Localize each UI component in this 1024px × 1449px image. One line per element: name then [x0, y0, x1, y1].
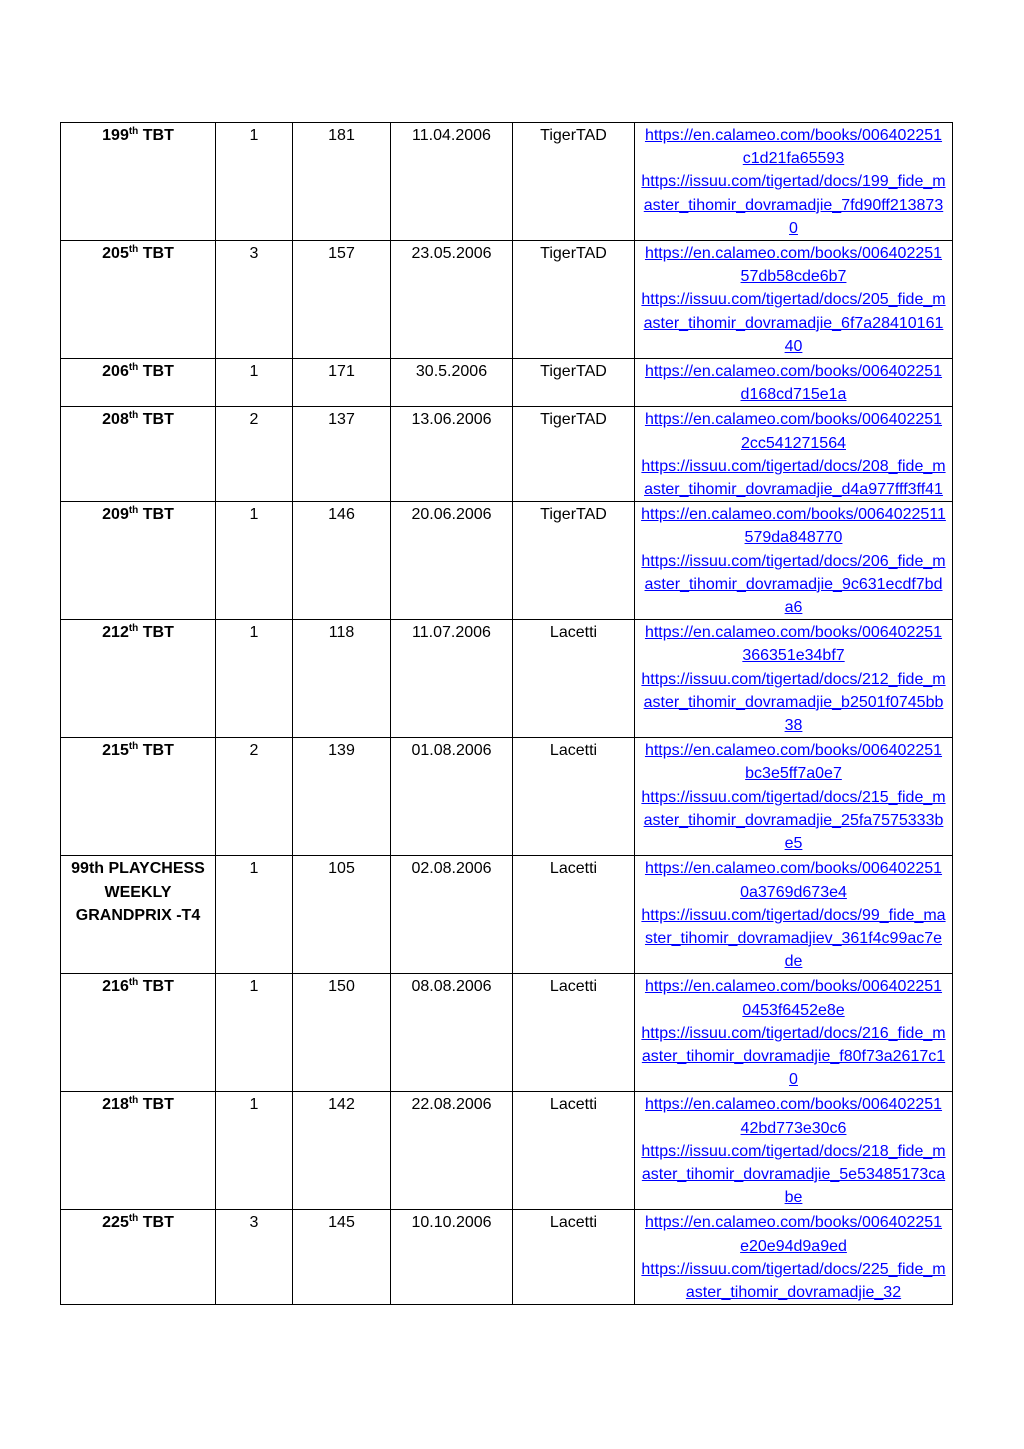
event-number: 99th PLAYCHESS WEEKLY GRANDPRIX -T4 [71, 860, 205, 924]
links-cell [635, 1092, 953, 1210]
ordinal-suffix: th [128, 977, 139, 989]
links-cell [635, 856, 953, 974]
table-row [61, 241, 953, 359]
table-row [61, 974, 953, 1092]
event-number: 212 [102, 624, 129, 642]
event-cell [61, 241, 216, 359]
calameo-link[interactable]: https://en.calameo.com/books/0064022510a3769d673e4 [644, 860, 943, 901]
issuu-link[interactable]: https://issuu.com/tigertad/docs/208_fide_master_tihomir_dovramadjie_d4a977fff3ff41 [641, 457, 946, 499]
calameo-link[interactable]: https://en.calameo.com/books/00640225157db58cde6b7 [644, 245, 943, 286]
ordinal-suffix: th [128, 741, 139, 753]
round-cell: 3 [216, 241, 293, 359]
players-cell: 171 [293, 359, 391, 407]
ordinal-suffix: th [128, 244, 139, 256]
links-cell [635, 502, 953, 620]
table-row [61, 359, 953, 407]
event-type: TBT [138, 1214, 174, 1232]
round-cell: 3 [216, 1210, 293, 1305]
event-cell [61, 974, 216, 1092]
event-cell [61, 1092, 216, 1210]
ordinal-suffix: th [128, 1095, 139, 1107]
event-number: 215 [102, 742, 129, 760]
calameo-link[interactable]: https://en.calameo.com/books/006402251c1d21fa65593 [644, 127, 943, 168]
round-cell: 1 [216, 974, 293, 1092]
ordinal-suffix: th [128, 362, 139, 374]
round-cell: 1 [216, 1092, 293, 1210]
date-cell: 08.08.2006 [391, 974, 513, 1092]
event-number: 208 [102, 411, 129, 429]
table-body [61, 123, 953, 1305]
issuu-link[interactable]: https://issuu.com/tigertad/docs/212_fide_master_tihomir_dovramadjie_b2501f0745bb38 [641, 670, 946, 735]
event-cell [61, 1210, 216, 1305]
nickname-cell: TigerTAD [513, 502, 635, 620]
event-type: TBT [138, 506, 174, 524]
calameo-link[interactable]: https://en.calameo.com/books/0064022512cc541271564 [644, 411, 943, 452]
links-cell [635, 123, 953, 241]
event-number: 205 [102, 245, 129, 263]
nickname-cell: TigerTAD [513, 241, 635, 359]
table-row [61, 123, 953, 241]
event-cell [61, 407, 216, 502]
table-row [61, 620, 953, 738]
calameo-link[interactable]: https://en.calameo.com/books/006402251e20e94d9a9ed [644, 1214, 943, 1255]
date-cell: 30.5.2006 [391, 359, 513, 407]
event-cell [61, 856, 216, 974]
date-cell: 23.05.2006 [391, 241, 513, 359]
nickname-cell: TigerTAD [513, 123, 635, 241]
ordinal-suffix: th [128, 126, 139, 137]
issuu-link[interactable]: https://issuu.com/tigertad/docs/99_fide_master_tihomir_dovramadjiev_361f4c99ac7ede [641, 906, 946, 971]
event-number: 206 [102, 363, 129, 381]
event-type: TBT [138, 363, 174, 381]
tournament-results-table [60, 122, 953, 1305]
players-cell: 105 [293, 856, 391, 974]
event-type: TBT [138, 127, 174, 144]
round-cell: 1 [216, 620, 293, 738]
players-cell: 157 [293, 241, 391, 359]
event-number: 225 [102, 1214, 129, 1232]
links-cell [635, 738, 953, 856]
event-cell [61, 359, 216, 407]
date-cell: 20.06.2006 [391, 502, 513, 620]
players-cell: 118 [293, 620, 391, 738]
ordinal-suffix: th [128, 623, 139, 635]
event-type: TBT [138, 624, 174, 642]
round-cell: 1 [216, 856, 293, 974]
nickname-cell: Lacetti [513, 1092, 635, 1210]
event-type: TBT [138, 1096, 174, 1114]
issuu-link[interactable]: https://issuu.com/tigertad/docs/218_fide_master_tihomir_dovramadjie_5e53485173cabe [641, 1142, 946, 1207]
players-cell: 150 [293, 974, 391, 1092]
links-cell [635, 974, 953, 1092]
event-cell [61, 502, 216, 620]
round-cell: 1 [216, 359, 293, 407]
issuu-link[interactable]: https://issuu.com/tigertad/docs/216_fide_master_tihomir_dovramadjie_f80f73a2617c10 [641, 1024, 946, 1089]
calameo-link[interactable]: https://en.calameo.com/books/00640225142bd773e30c6 [644, 1096, 943, 1137]
issuu-link[interactable]: https://issuu.com/tigertad/docs/225_fide_master_tihomir_dovramadjie_32 [641, 1260, 946, 1301]
calameo-link[interactable]: https://en.calameo.com/books/006402251bc3e5ff7a0e7 [644, 742, 943, 783]
round-cell: 1 [216, 502, 293, 620]
players-cell: 181 [293, 123, 391, 241]
table-row [61, 1210, 953, 1305]
event-number: 209 [102, 506, 129, 524]
issuu-link[interactable]: https://issuu.com/tigertad/docs/215_fide_master_tihomir_dovramadjie_25fa7575333be5 [641, 788, 946, 853]
nickname-cell: Lacetti [513, 974, 635, 1092]
issuu-link[interactable]: https://issuu.com/tigertad/docs/199_fide_master_tihomir_dovramadjie_7fd90ff2138730 [641, 173, 946, 237]
event-cell [61, 123, 216, 241]
date-cell: 10.10.2006 [391, 1210, 513, 1305]
event-number: 218 [102, 1096, 129, 1114]
event-cell [61, 738, 216, 856]
table-row [61, 1092, 953, 1210]
links-cell [635, 241, 953, 359]
issuu-link[interactable]: https://issuu.com/tigertad/docs/205_fide_master_tihomir_dovramadjie_6f7a2841016140 [641, 291, 946, 355]
date-cell: 13.06.2006 [391, 407, 513, 502]
round-cell: 2 [216, 407, 293, 502]
event-type: TBT [138, 245, 174, 263]
links-cell [635, 1210, 953, 1305]
ordinal-suffix: th [128, 505, 139, 517]
round-cell: 1 [216, 123, 293, 241]
date-cell: 01.08.2006 [391, 738, 513, 856]
players-cell: 139 [293, 738, 391, 856]
date-cell: 22.08.2006 [391, 1092, 513, 1210]
event-cell [61, 620, 216, 738]
nickname-cell: Lacetti [513, 1210, 635, 1305]
date-cell: 11.04.2006 [391, 123, 513, 241]
ordinal-suffix: th [128, 1213, 139, 1225]
event-number: 199 [102, 127, 129, 144]
nickname-cell: Lacetti [513, 620, 635, 738]
round-cell: 2 [216, 738, 293, 856]
event-number: 216 [102, 978, 129, 996]
issuu-link[interactable]: https://issuu.com/tigertad/docs/206_fide_master_tihomir_dovramadjie_9c631ecdf7bda6 [641, 552, 946, 617]
players-cell: 142 [293, 1092, 391, 1210]
table-row [61, 502, 953, 620]
nickname-cell: TigerTAD [513, 407, 635, 502]
calameo-link[interactable]: https://en.calameo.com/books/0064022510453f6452e8e [644, 978, 943, 1019]
ordinal-suffix: th [128, 410, 139, 422]
date-cell: 11.07.2006 [391, 620, 513, 738]
calameo-link[interactable]: https://en.calameo.com/books/006402251d168cd715e1a [644, 363, 943, 404]
table-row [61, 738, 953, 856]
nickname-cell: TigerTAD [513, 359, 635, 407]
event-type: TBT [138, 978, 174, 996]
links-cell [635, 359, 953, 407]
nickname-cell: Lacetti [513, 738, 635, 856]
players-cell: 145 [293, 1210, 391, 1305]
nickname-cell: Lacetti [513, 856, 635, 974]
calameo-link[interactable]: https://en.calameo.com/books/006402251366351e34bf7 [644, 624, 943, 665]
event-type: TBT [138, 742, 174, 760]
calameo-link[interactable]: https://en.calameo.com/books/0064022511579da848770 [641, 506, 946, 547]
links-cell [635, 407, 953, 502]
links-cell [635, 620, 953, 738]
players-cell: 137 [293, 407, 391, 502]
table-row [61, 407, 953, 502]
date-cell: 02.08.2006 [391, 856, 513, 974]
table-row [61, 856, 953, 974]
event-type: TBT [138, 411, 174, 429]
players-cell: 146 [293, 502, 391, 620]
